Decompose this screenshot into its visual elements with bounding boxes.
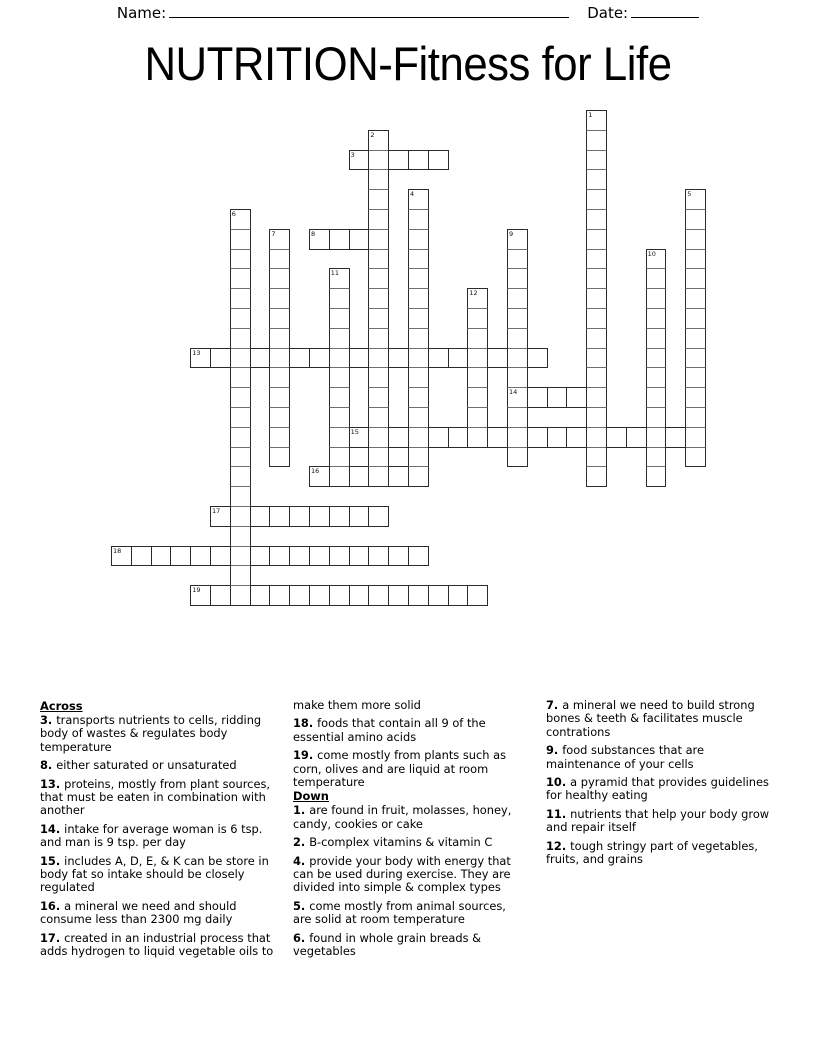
crossword-cell[interactable]: [269, 407, 290, 428]
crossword-cell[interactable]: [289, 585, 310, 606]
clue-item: [293, 804, 527, 831]
crossword-cell[interactable]: [507, 328, 528, 349]
crossword-cell-number: 13: [192, 348, 201, 357]
crossword-cell[interactable]: [408, 209, 429, 230]
clue-item: [40, 759, 274, 772]
clue-number: 2.: [293, 835, 310, 850]
clue-text: includes A, D, E, & K can be store in body fat so intake should be closely regulated: [40, 853, 269, 895]
crossword-cell[interactable]: [230, 565, 251, 586]
clue-number: 3.: [40, 713, 57, 727]
crossword-cell[interactable]: [685, 328, 706, 349]
clue-number: 9.: [546, 743, 563, 758]
crossword-cell[interactable]: [685, 387, 706, 408]
crossword-cell[interactable]: [230, 407, 251, 428]
crossword-cell[interactable]: [230, 447, 251, 468]
clue-item: [546, 699, 780, 739]
crossword-cell[interactable]: [685, 348, 706, 369]
crossword-cell-number: 2: [370, 130, 375, 139]
crossword-cell-number: 10: [647, 249, 656, 258]
crossword-cell[interactable]: [269, 328, 290, 349]
crossword-cell[interactable]: [230, 229, 251, 250]
crossword-cell[interactable]: [309, 466, 330, 487]
crossword-cell-number: 16: [311, 467, 320, 476]
crossword-cell[interactable]: [329, 229, 350, 250]
clue-item: [40, 714, 274, 754]
crossword-cell[interactable]: [408, 585, 429, 606]
clue-list: [40, 699, 780, 959]
crossword-cell[interactable]: [289, 506, 310, 527]
crossword-cell[interactable]: [586, 427, 607, 448]
crossword-cell[interactable]: [507, 308, 528, 329]
clue-item: [293, 900, 527, 927]
crossword-cell[interactable]: [349, 506, 370, 527]
crossword-cell[interactable]: [250, 546, 271, 567]
clue-number: 6.: [293, 930, 310, 945]
crossword-cell[interactable]: [586, 249, 607, 270]
crossword-cell[interactable]: [329, 585, 350, 606]
crossword-cell[interactable]: [368, 189, 389, 210]
crossword-cell[interactable]: [586, 328, 607, 349]
crossword-cell[interactable]: [586, 130, 607, 151]
crossword-cell[interactable]: [428, 585, 449, 606]
clue-number: 16.: [40, 898, 65, 913]
crossword-cell[interactable]: [586, 387, 607, 408]
clue-item: [40, 855, 274, 895]
clue-number: 10.: [546, 775, 571, 790]
crossword-cell-number: 18: [113, 546, 122, 555]
crossword-cell-number: 8: [311, 229, 316, 238]
crossword-cell[interactable]: [368, 169, 389, 190]
crossword-cell[interactable]: [507, 447, 528, 468]
crossword-cell[interactable]: [190, 585, 211, 606]
crossword-cell[interactable]: [685, 249, 706, 270]
clue-text: provide your body with energy that can be used during exercise. They are divided into simple & complex types: [293, 853, 511, 895]
crossword-cell[interactable]: [210, 546, 231, 567]
crossword-cell-number: 9: [509, 229, 514, 238]
crossword-cell[interactable]: [408, 150, 429, 171]
crossword-cell[interactable]: [388, 150, 409, 171]
crossword-cell[interactable]: [329, 387, 350, 408]
clue-text: either saturated or unsaturated: [56, 758, 237, 773]
crossword-cell[interactable]: [151, 546, 172, 567]
crossword-cell[interactable]: [329, 506, 350, 527]
crossword-cell[interactable]: [269, 249, 290, 270]
crossword-cell[interactable]: [269, 308, 290, 329]
crossword-cell[interactable]: [289, 546, 310, 567]
crossword-cell[interactable]: [388, 585, 409, 606]
crossword-cell[interactable]: [467, 387, 488, 408]
crossword-cell[interactable]: [368, 150, 389, 171]
crossword-cell[interactable]: [586, 209, 607, 230]
crossword-cell[interactable]: [250, 348, 271, 369]
crossword-cell[interactable]: [428, 348, 449, 369]
crossword-cell[interactable]: [646, 466, 667, 487]
crossword-cell[interactable]: [210, 348, 231, 369]
crossword-cell[interactable]: [685, 447, 706, 468]
crossword-cell[interactable]: [646, 328, 667, 349]
clue-number: 17.: [40, 930, 65, 945]
clue-text: a mineral we need to build strong bones & teeth & facilitates muscle contrations: [546, 698, 755, 739]
crossword-cell[interactable]: [646, 447, 667, 468]
clue-item: [546, 840, 780, 867]
crossword-cell[interactable]: [289, 348, 310, 369]
clue-number: 5.: [293, 898, 310, 913]
crossword-cell[interactable]: [230, 486, 251, 507]
crossword-cell[interactable]: [269, 447, 290, 468]
crossword-cell[interactable]: [586, 288, 607, 309]
crossword-cell[interactable]: [368, 387, 389, 408]
crossword-cell[interactable]: [408, 348, 429, 369]
crossword-cell[interactable]: [329, 367, 350, 388]
crossword-cell[interactable]: [467, 407, 488, 428]
crossword-cell[interactable]: [230, 387, 251, 408]
crossword-cell[interactable]: [230, 209, 251, 230]
crossword-cell[interactable]: [507, 249, 528, 270]
crossword-cell[interactable]: [448, 585, 469, 606]
crossword-cell-number: 1: [588, 111, 593, 119]
clue-number: 4.: [293, 853, 310, 868]
clue-text: food substances that are maintenance of your cells: [546, 743, 705, 771]
crossword-cell[interactable]: [230, 308, 251, 329]
crossword-cell[interactable]: [408, 249, 429, 270]
clue-text: created in an industrial process that adds hydrogen to liquid vegetable oils to make them more solid: [40, 698, 421, 959]
crossword-cell[interactable]: [269, 348, 290, 369]
crossword-cell[interactable]: [606, 427, 627, 448]
crossword-cell-number: 11: [330, 269, 340, 278]
clue-item: [293, 836, 527, 849]
crossword-cell[interactable]: [646, 268, 667, 289]
crossword-cell[interactable]: [646, 249, 667, 270]
crossword-cell[interactable]: [547, 387, 568, 408]
crossword-cell[interactable]: [408, 466, 429, 487]
crossword-cell[interactable]: [190, 546, 211, 567]
crossword-cell[interactable]: [210, 506, 231, 527]
crossword-cell[interactable]: [646, 427, 667, 448]
crossword-cell[interactable]: [685, 209, 706, 230]
clue-text: intake for average woman is 6 tsp. and man is 9 tsp. per day: [40, 821, 263, 850]
crossword-cell[interactable]: [111, 546, 132, 567]
crossword-cell[interactable]: [309, 229, 330, 250]
crossword-cell[interactable]: [586, 189, 607, 210]
crossword-cell[interactable]: [428, 150, 449, 171]
crossword-cell[interactable]: [408, 387, 429, 408]
crossword-cell[interactable]: [329, 407, 350, 428]
crossword-cell[interactable]: [329, 466, 350, 487]
crossword-cell[interactable]: [408, 447, 429, 468]
crossword-cell[interactable]: [269, 585, 290, 606]
crossword-cell[interactable]: [586, 407, 607, 428]
clue-text: a pyramid that provides guidelines for healthy eating: [546, 775, 769, 803]
crossword-cell[interactable]: [349, 150, 370, 171]
crossword-cell[interactable]: [230, 585, 251, 606]
crossword-cell[interactable]: [685, 427, 706, 448]
crossword-cell[interactable]: [408, 546, 429, 567]
clue-item: [546, 808, 780, 835]
crossword-cell[interactable]: [448, 427, 469, 448]
clue-text: B-complex vitamins & vitamin C: [309, 835, 493, 850]
crossword-cell[interactable]: [586, 110, 607, 131]
crossword-cell[interactable]: [527, 387, 548, 408]
crossword-cell[interactable]: [170, 546, 191, 567]
crossword-cell-number: 15: [350, 427, 359, 436]
crossword-cell[interactable]: [269, 387, 290, 408]
crossword-cell[interactable]: [487, 427, 508, 448]
crossword-cell[interactable]: [408, 268, 429, 289]
crossword-cell[interactable]: [368, 268, 389, 289]
crossword-cell-number: 19: [192, 586, 201, 595]
crossword-cell[interactable]: [329, 288, 350, 309]
crossword-cell[interactable]: [646, 367, 667, 388]
crossword-cell-number: 4: [410, 190, 415, 199]
crossword-cell[interactable]: [230, 328, 251, 349]
crossword-cell[interactable]: [349, 585, 370, 606]
crossword-cell[interactable]: [566, 387, 587, 408]
clue-text: proteins, mostly from plant sources, that must be eaten in combination with another: [40, 776, 271, 818]
crossword-cell[interactable]: [368, 328, 389, 349]
crossword-cell[interactable]: [230, 466, 251, 487]
crossword-cell[interactable]: [349, 427, 370, 448]
clue-text: foods that contain all 9 of the essential amino acids: [293, 716, 486, 744]
crossword-cell[interactable]: [467, 308, 488, 329]
crossword-cell[interactable]: [448, 348, 469, 369]
crossword-cell[interactable]: [269, 268, 290, 289]
crossword-cell[interactable]: [329, 308, 350, 329]
crossword-cell[interactable]: [329, 447, 350, 468]
crossword-cell[interactable]: [685, 367, 706, 388]
crossword-cell[interactable]: [586, 447, 607, 468]
clue-item: [546, 744, 780, 771]
crossword-cell[interactable]: [368, 209, 389, 230]
crossword-cell[interactable]: [408, 308, 429, 329]
crossword-cell[interactable]: [408, 288, 429, 309]
crossword-cell[interactable]: [269, 506, 290, 527]
crossword-cell[interactable]: [269, 229, 290, 250]
clue-text: a mineral we need and should consume less than 2300 mg daily: [40, 898, 237, 927]
crossword-cell[interactable]: [230, 526, 251, 547]
crossword-cell[interactable]: [329, 348, 350, 369]
date-label: Date:: [587, 4, 629, 22]
clue-item: [40, 900, 274, 927]
clue-number: 8.: [40, 758, 57, 773]
crossword-cell[interactable]: [368, 447, 389, 468]
crossword-cell[interactable]: [230, 249, 251, 270]
crossword-cell[interactable]: [467, 328, 488, 349]
clue-number: 1.: [293, 803, 310, 818]
crossword-cell[interactable]: [665, 427, 686, 448]
crossword-cell[interactable]: [646, 407, 667, 428]
clue-number: 15.: [40, 853, 65, 868]
clue-text: tough stringy part of vegetables, fruits, and grains: [546, 838, 758, 867]
crossword-cell[interactable]: [586, 150, 607, 171]
crossword-cell[interactable]: [368, 130, 389, 151]
crossword-cell[interactable]: [685, 189, 706, 210]
crossword-cell[interactable]: [507, 427, 528, 448]
crossword-cell[interactable]: [646, 288, 667, 309]
crossword-cell-number: 17: [212, 507, 221, 515]
name-label: Name:: [116, 4, 167, 22]
crossword-cell[interactable]: [507, 407, 528, 428]
crossword-cell[interactable]: [329, 546, 350, 567]
clue-text: come mostly from animal sources, are solid at room temperature: [293, 898, 506, 927]
crossword-cell[interactable]: [349, 348, 370, 369]
crossword-cell[interactable]: [507, 348, 528, 369]
crossword-cell[interactable]: [230, 348, 251, 369]
clue-item: [293, 749, 527, 789]
crossword-cell[interactable]: [467, 427, 488, 448]
crossword-cell[interactable]: [368, 466, 389, 487]
crossword-cell[interactable]: [309, 348, 330, 369]
clue-item: [40, 778, 274, 818]
crossword-cell[interactable]: [408, 407, 429, 428]
clue-item: [293, 855, 527, 895]
crossword-cell[interactable]: [586, 308, 607, 329]
crossword-cell[interactable]: [368, 288, 389, 309]
crossword-cell[interactable]: [646, 348, 667, 369]
clue-number: 7.: [546, 698, 563, 712]
down-heading: Down: [293, 789, 329, 804]
crossword-cell[interactable]: [230, 268, 251, 289]
crossword-cell[interactable]: [467, 348, 488, 369]
crossword-cell[interactable]: [527, 427, 548, 448]
crossword-cell[interactable]: [566, 427, 587, 448]
clue-item: [546, 776, 780, 803]
crossword-cell[interactable]: [190, 348, 211, 369]
crossword-cell[interactable]: [368, 249, 389, 270]
clue-item: [293, 717, 527, 744]
crossword-cell[interactable]: [349, 229, 370, 250]
clue-text: nutrients that help your body grow and repair itself: [546, 806, 770, 835]
crossword-cell[interactable]: [329, 328, 350, 349]
clue-number: 19.: [293, 748, 318, 763]
crossword-cell[interactable]: [685, 288, 706, 309]
crossword-cell[interactable]: [388, 546, 409, 567]
crossword-cell[interactable]: [527, 348, 548, 369]
crossword-cell[interactable]: [408, 427, 429, 448]
clue-number: 11.: [546, 806, 571, 821]
page-title: NUTRITION-Fitness for Life: [144, 37, 672, 90]
crossword-cell[interactable]: [368, 348, 389, 369]
crossword-cell[interactable]: [368, 407, 389, 428]
crossword-cell-number: 5: [687, 190, 692, 199]
crossword-cell[interactable]: [309, 506, 330, 527]
crossword-cell[interactable]: [388, 348, 409, 369]
crossword-cell[interactable]: [230, 506, 251, 527]
crossword-cell[interactable]: [309, 585, 330, 606]
crossword-cell[interactable]: [467, 288, 488, 309]
crossword-cell[interactable]: [329, 427, 350, 448]
clue-item: [40, 823, 274, 850]
crossword-cell-number: 12: [469, 289, 478, 298]
crossword-cell[interactable]: [210, 585, 231, 606]
crossword-cell[interactable]: [269, 427, 290, 448]
clue-number: 12.: [546, 838, 571, 853]
crossword-cell[interactable]: [586, 169, 607, 190]
crossword-cell[interactable]: [547, 427, 568, 448]
crossword-cell[interactable]: [507, 268, 528, 289]
crossword-cell[interactable]: [368, 585, 389, 606]
clue-number: 14.: [40, 821, 65, 836]
crossword-cell[interactable]: [230, 427, 251, 448]
crossword-cell[interactable]: [685, 407, 706, 428]
crossword-cell[interactable]: [368, 506, 389, 527]
crossword-cell-number: 14: [509, 388, 518, 397]
crossword-cell[interactable]: [368, 427, 389, 448]
crossword-cell-number: 7: [271, 229, 276, 238]
crossword-cell[interactable]: [269, 546, 290, 567]
crossword-cell[interactable]: [349, 546, 370, 567]
crossword-cell[interactable]: [408, 328, 429, 349]
crossword-cell[interactable]: [586, 268, 607, 289]
crossword-cell[interactable]: [230, 546, 251, 567]
crossword-cell[interactable]: [368, 546, 389, 567]
crossword-cell[interactable]: [131, 546, 152, 567]
crossword-cell[interactable]: [368, 229, 389, 250]
crossword-cell[interactable]: [250, 585, 271, 606]
crossword-cell[interactable]: [467, 585, 488, 606]
crossword-cell-number: 3: [350, 150, 355, 159]
crossword-cell[interactable]: [269, 288, 290, 309]
crossword-cell[interactable]: [467, 367, 488, 388]
crossword-cell[interactable]: [329, 268, 350, 289]
crossword-cell[interactable]: [349, 466, 370, 487]
crossword-cell[interactable]: [368, 308, 389, 329]
crossword-cell[interactable]: [368, 367, 389, 388]
crossword-cell[interactable]: [646, 308, 667, 329]
crossword-cell[interactable]: [685, 229, 706, 250]
clue-number: 18.: [293, 716, 318, 731]
crossword-cell[interactable]: [388, 466, 409, 487]
clue-text: are found in fruit, molasses, honey, candy, cookies or cake: [293, 803, 512, 831]
crossword-cell[interactable]: [586, 466, 607, 487]
crossword-cell[interactable]: [309, 546, 330, 567]
clue-text: transports nutrients to cells, ridding body of wastes & regulates body temperature: [40, 713, 262, 754]
crossword-cell[interactable]: [685, 268, 706, 289]
crossword-cell[interactable]: [428, 427, 449, 448]
crossword-cell[interactable]: [626, 427, 647, 448]
crossword-cell[interactable]: [586, 229, 607, 250]
crossword-cell[interactable]: [507, 367, 528, 388]
crossword-cell[interactable]: [586, 367, 607, 388]
crossword-cell[interactable]: [408, 229, 429, 250]
crossword-cell[interactable]: [230, 288, 251, 309]
clue-text: found in whole grain breads & vegetables: [293, 930, 482, 959]
crossword-cell[interactable]: [388, 427, 409, 448]
crossword-cell[interactable]: [487, 348, 508, 369]
clue-text: come mostly from plants such as corn, olives and are liquid at room temperature: [293, 748, 507, 790]
crossword-cell[interactable]: [507, 387, 528, 408]
crossword-cell[interactable]: [586, 348, 607, 369]
crossword-cell[interactable]: [646, 387, 667, 408]
crossword-cell[interactable]: [408, 367, 429, 388]
crossword-cell[interactable]: [269, 367, 290, 388]
crossword-cell[interactable]: [685, 308, 706, 329]
clue-number: 13.: [40, 776, 65, 791]
crossword-cell[interactable]: [250, 506, 271, 527]
crossword-cell-number: 6: [231, 210, 236, 218]
crossword-cell[interactable]: [507, 288, 528, 309]
clue-item: [293, 932, 527, 959]
across-heading: Across: [40, 699, 83, 713]
crossword-cell[interactable]: [408, 189, 429, 210]
crossword-cell[interactable]: [507, 229, 528, 250]
crossword-cell[interactable]: [230, 367, 251, 388]
